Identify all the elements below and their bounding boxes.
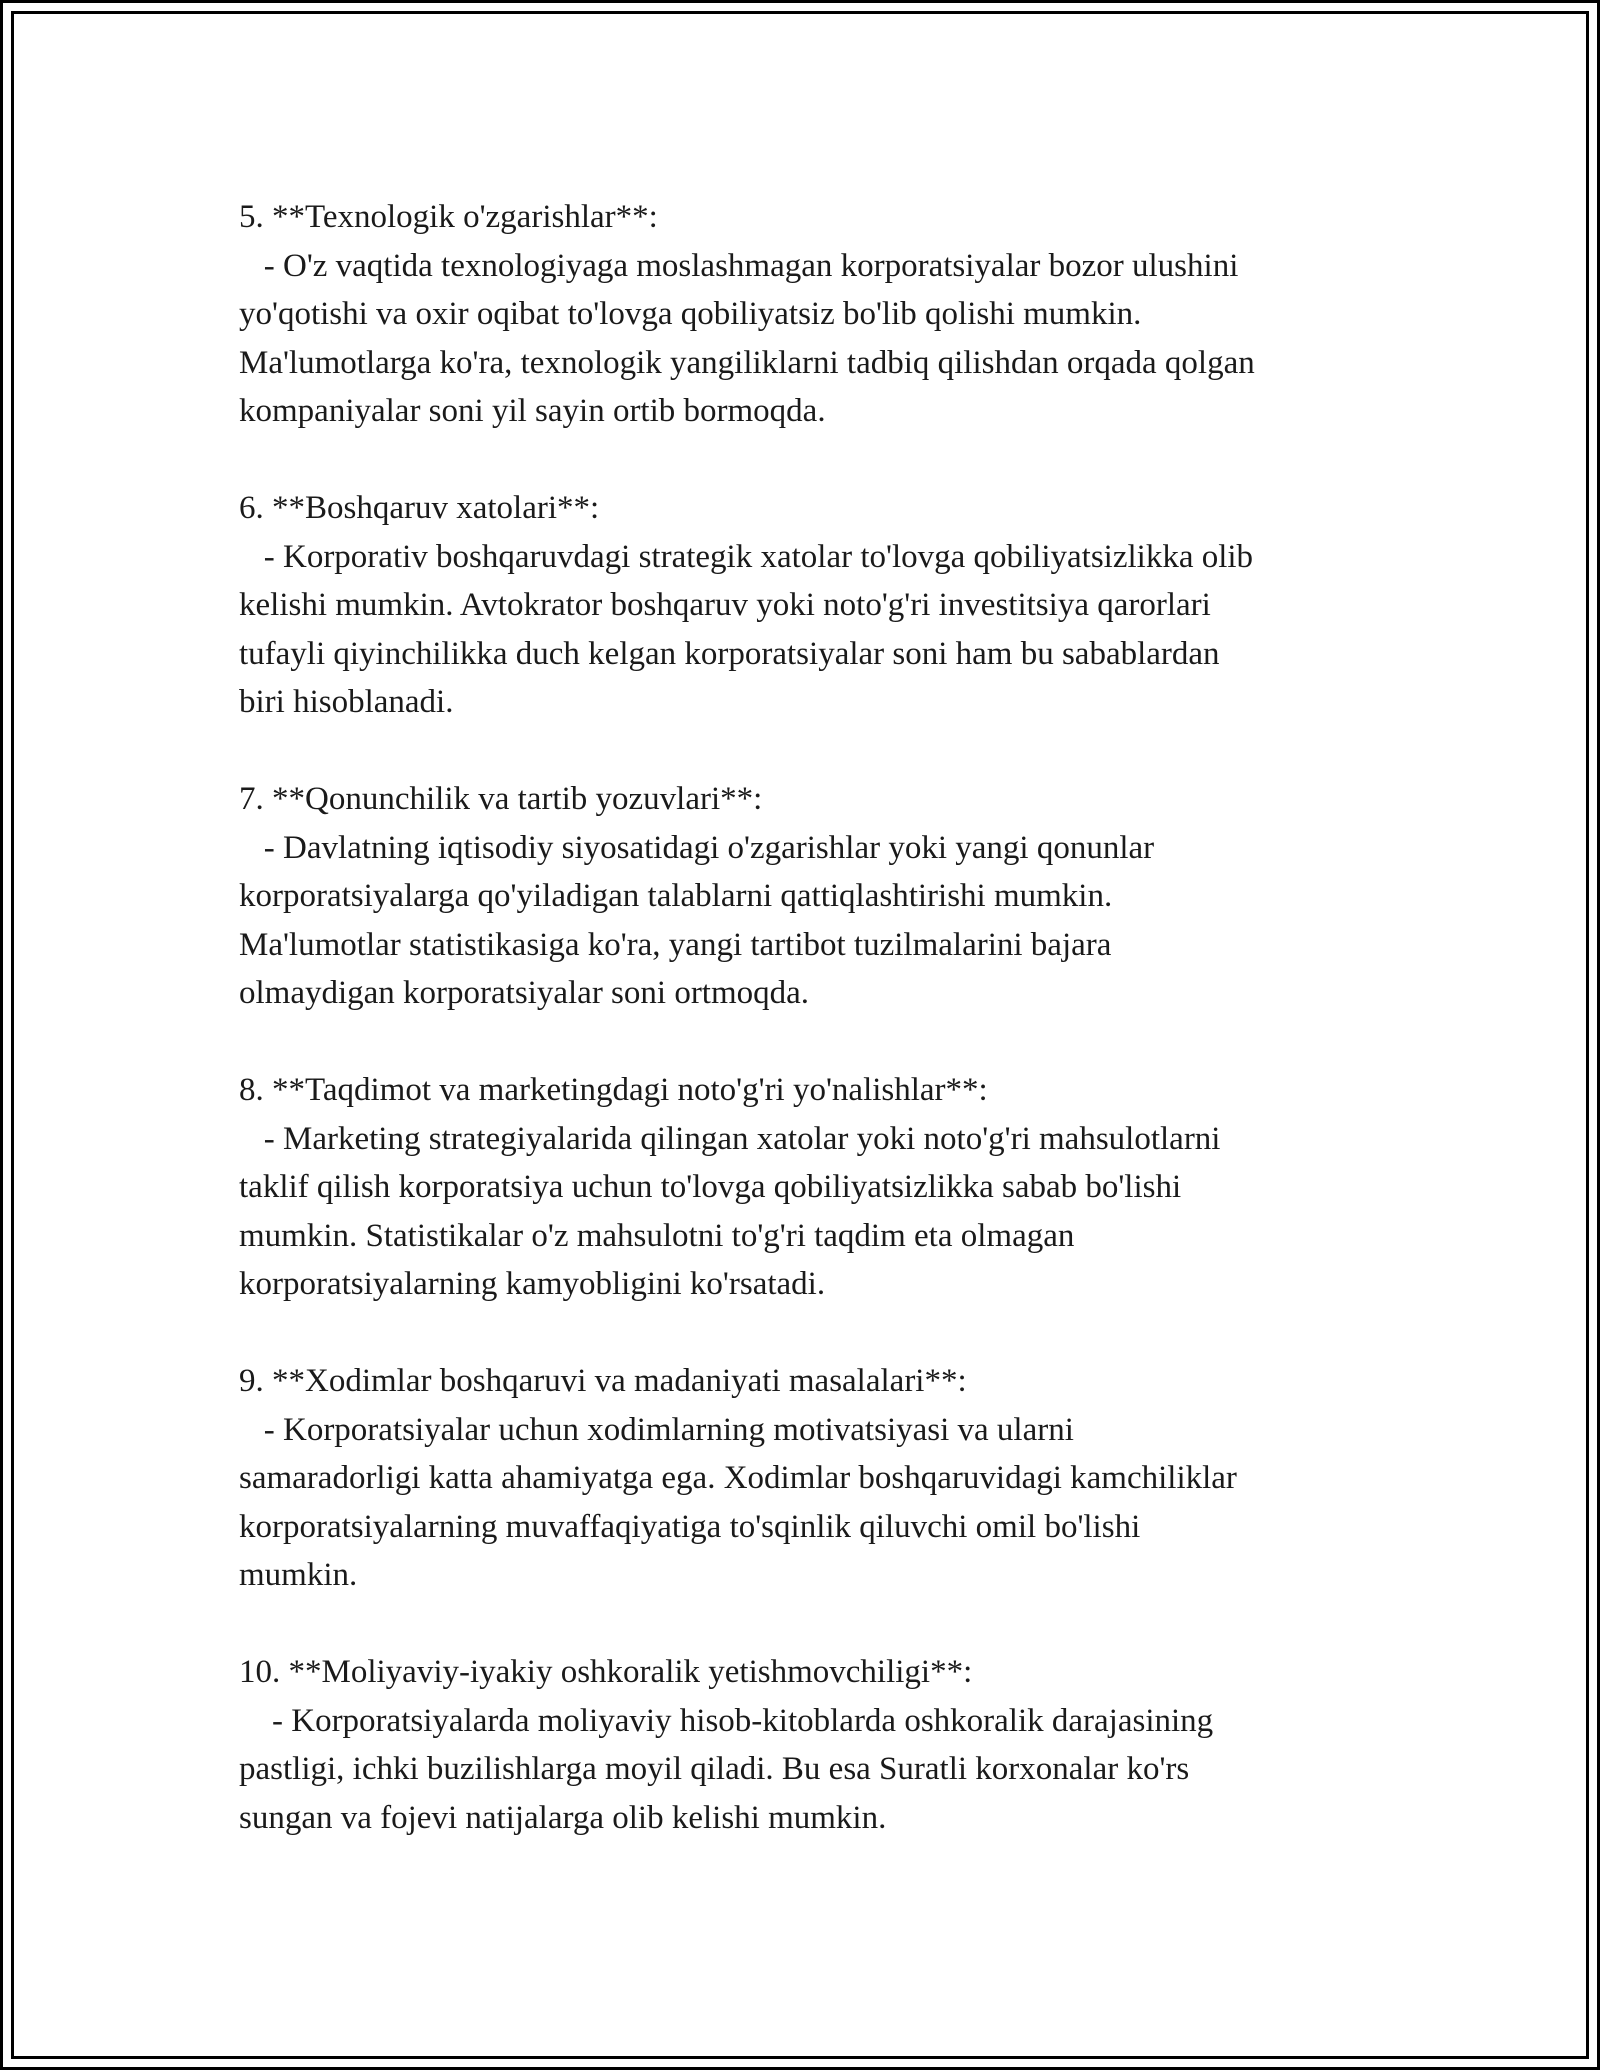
section-9 xyxy=(239,1357,1419,1600)
section-paragraph: - Korporatsiyalarda moliyaviy hisob-kitoblarda oshkoralik darajasining pastligi, ichki buzilishlarga moyil qiladi. Bu esa Suratli korxonalar ko'rs sungan va fojevi natijalarga olib kelishi mumkin. xyxy=(239,1702,1214,1836)
section-heading: 8. **Taqdimot va marketingdagi noto'g'ri yo'nalishlar**: xyxy=(239,1072,988,1108)
section-8 xyxy=(239,1066,1419,1309)
section-heading: 10. **Moliyaviy-iyakiy oshkoralik yetishmovchiligi**: xyxy=(239,1654,973,1690)
section-paragraph: - Korporativ boshqaruvdagi strategik xatolar to'lovga qobiliyatsizlikka olib kelishi mumkin. Avtokrator boshqaruv yoki noto'g'ri investitsiya qarorlari tufayli qiyinchilikka duch kelgan korporatsiyalar soni ham bu sabablardan biri hisoblanadi. xyxy=(239,538,1254,720)
section-paragraph: - Korporatsiyalar uchun xodimlarning motivatsiyasi va ularni samaradorligi katta ahamiyatga ega. Xodimlar boshqaruvidagi kamchiliklar korporatsiyalarning muvaffaqiyatiga to'sqinlik qiluvchi omil bo'lishi mumkin. xyxy=(239,1411,1237,1593)
section-10 xyxy=(239,1648,1419,1842)
section-7 xyxy=(239,775,1419,1018)
section-6 xyxy=(239,484,1419,727)
section-heading: 9. **Xodimlar boshqaruvi va madaniyati masalalari**: xyxy=(239,1363,967,1399)
section-heading: 7. **Qonunchilik va tartib yozuvlari**: xyxy=(239,781,763,817)
document-body xyxy=(239,193,1419,1891)
section-paragraph: - Davlatning iqtisodiy siyosatidagi o'zgarishlar yoki yangi qonunlar korporatsiyalarga qo'yiladigan talablarni qattiqlashtirishi mumkin. Ma'lumotlar statistikasiga ko'ra, yangi tartibot tuzilmalarini bajara olmaydigan korporatsiyalar soni ortmoqda. xyxy=(239,829,1155,1011)
section-paragraph: - Marketing strategiyalarida qilingan xatolar yoki noto'g'ri mahsulotlarni taklif qilish korporatsiya uchun to'lovga qobiliyatsizlikka sabab bo'lishi mumkin. Statistikalar o'z mahsulotni to'g'ri taqdim eta olmagan korporatsiyalarning kamyobligini ko'rsatadi. xyxy=(239,1120,1221,1302)
section-heading: 5. **Texnologik o'zgarishlar**: xyxy=(239,199,658,235)
section-paragraph: - O'z vaqtida texnologiyaga moslashmagan korporatsiyalar bozor ulushini yo'qotishi va oxir oqibat to'lovga qobiliyatsiz bo'lib qolishi mumkin. Ma'lumotlarga ko'ra, texnologik yangiliklarni tadbiq qilishdan orqada qolgan kompaniyalar soni yil sayin ortib bormoqda. xyxy=(239,247,1255,429)
section-heading: 6. **Boshqaruv xatolari**: xyxy=(239,490,600,526)
section-5 xyxy=(239,193,1419,436)
